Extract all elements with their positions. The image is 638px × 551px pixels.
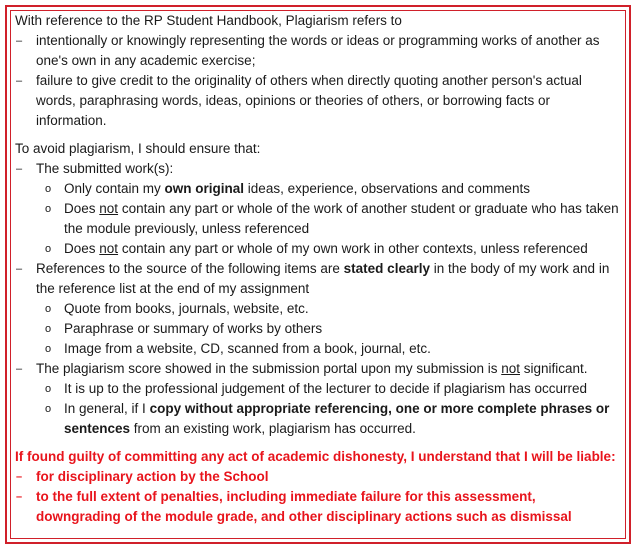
list-item: o Only contain my own original ideas, experience, observations and comments	[15, 179, 620, 199]
warning-section	[15, 447, 620, 527]
list-item: o It is up to the professional judgement of the lecturer to decide if plagiarism has occurred	[15, 379, 620, 399]
warning-heading: If found guilty of committing any act of academic dishonesty, I understand that I will be liable:	[15, 449, 616, 464]
score-list	[15, 379, 620, 439]
list-item: o Paraphrase or summary of works by others	[15, 319, 620, 339]
warning-item: – to the full extent of penalties, including immediate failure for this assessment, downgrading of the module grade, and other disciplinary actions such as dismissal	[15, 487, 620, 527]
plagiarism-declaration	[15, 11, 620, 527]
reference-list	[15, 299, 620, 359]
list-item: o Quote from books, journals, website, etc.	[15, 299, 620, 319]
definition-item: – intentionally or knowingly representing the words or ideas or programming works of another as one's own in any academic exercise;	[15, 31, 620, 71]
definition-item: – failure to give credit to the originality of others when directly quoting another person's actual words, paraphrasing words, ideas, opinions or theories of others, or borrowing facts or information.	[15, 71, 620, 131]
definition-list	[15, 31, 620, 131]
list-item: o Does not contain any part or whole of my own work in other contexts, unless referenced	[15, 239, 620, 259]
references-heading: – References to the source of the following items are stated clearly in the body of my work and in the reference list at the end of my assignment	[15, 259, 620, 299]
list-item: o Image from a website, CD, scanned from a book, journal, etc.	[15, 339, 620, 359]
avoid-intro-text: To avoid plagiarism, I should ensure that:	[15, 141, 261, 156]
intro-text: With reference to the RP Student Handbook, Plagiarism refers to	[15, 13, 402, 28]
work-list	[15, 179, 620, 259]
score-heading: – The plagiarism score showed in the submission portal upon my submission is not significant.	[15, 359, 620, 379]
list-item: o Does not contain any part or whole of the work of another student or graduate who has taken the module previously, unless referenced	[15, 199, 620, 239]
work-heading: – The submitted work(s):	[15, 159, 620, 179]
list-item: o In general, if I copy without appropriate referencing, one or more complete phrases or sentences from an existing work, plagiarism has occurred.	[15, 399, 620, 439]
warning-item: – for disciplinary action by the School	[15, 467, 620, 487]
